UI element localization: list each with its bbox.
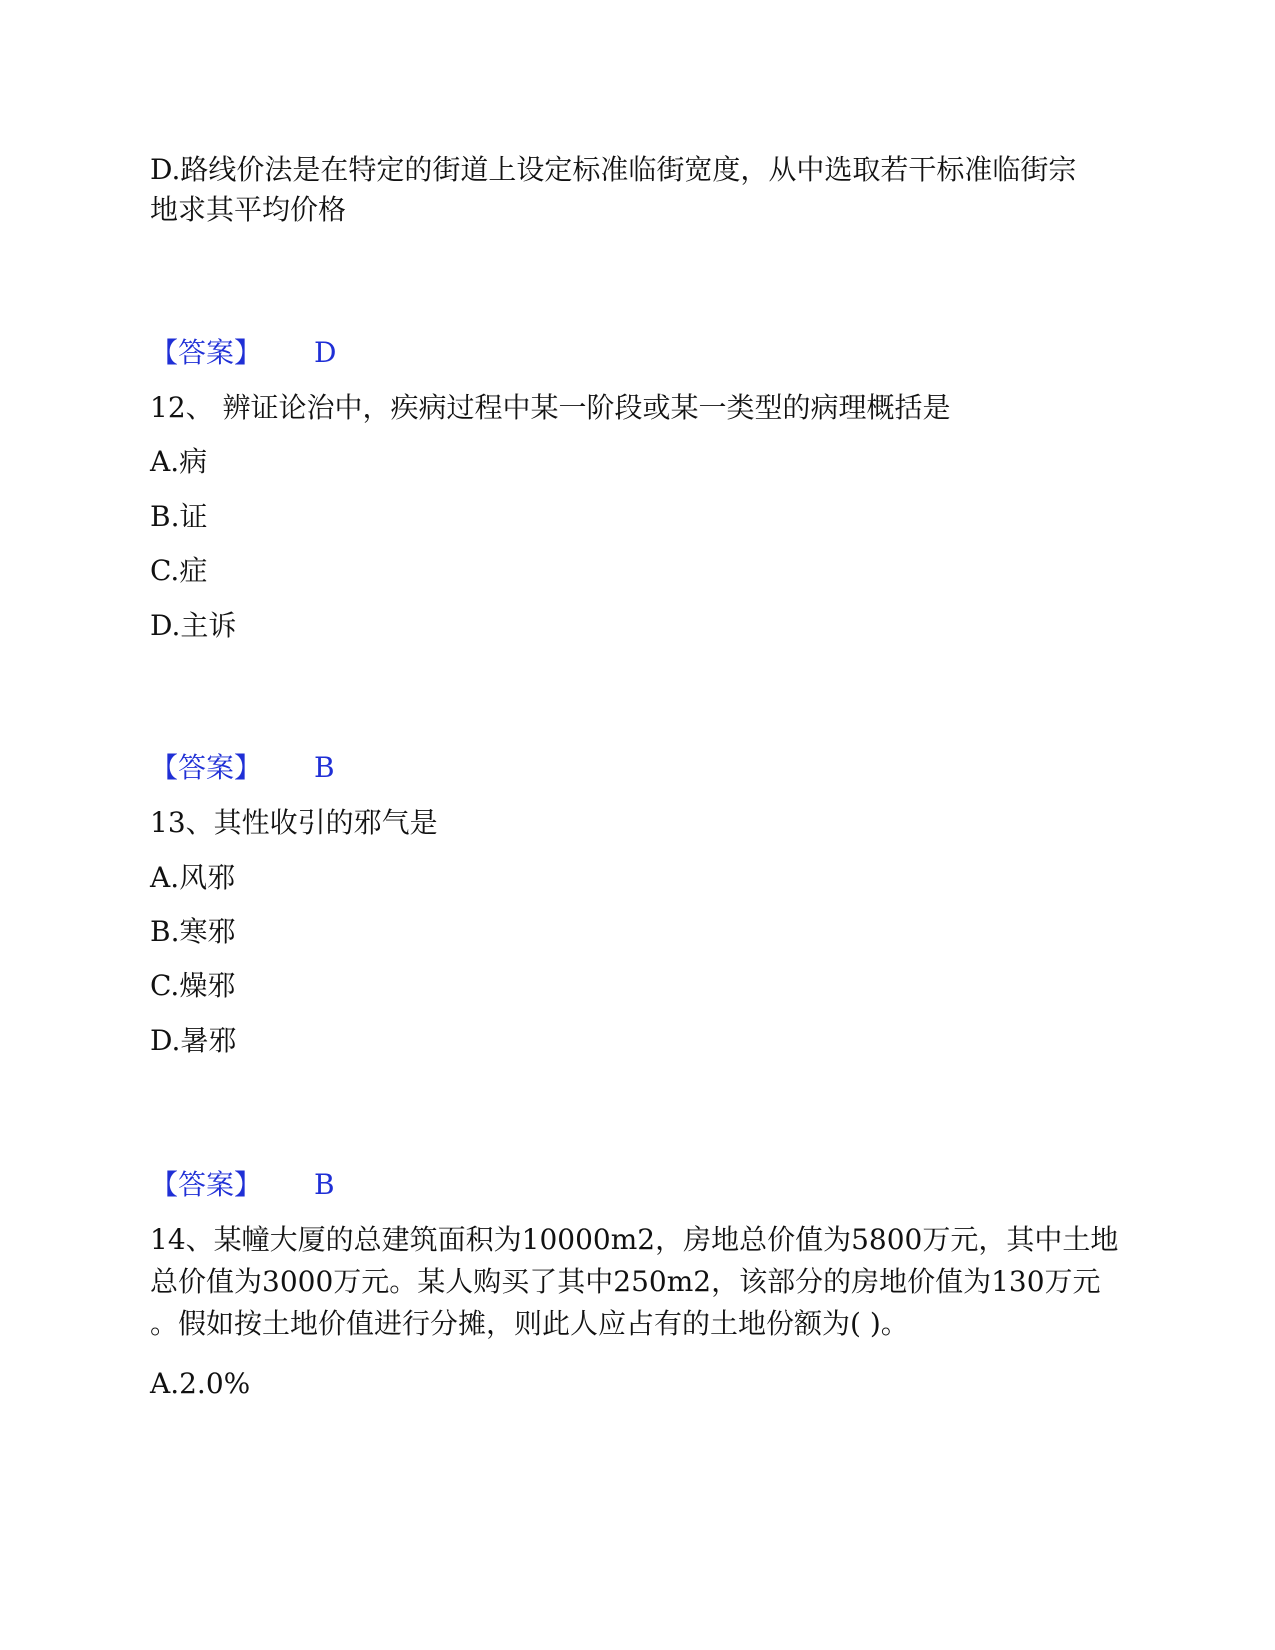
q12-option-a: A.病 xyxy=(150,445,208,478)
q12-option-d: D.主诉 xyxy=(150,609,237,642)
q12-option-b: B.证 xyxy=(150,500,208,533)
answer-value: D xyxy=(314,336,337,369)
question-13-stem: 13、其性收引的邪气是 xyxy=(150,806,438,839)
option-d-line2: 地求其平均价格 xyxy=(150,193,347,226)
answer-value: B xyxy=(314,1168,335,1201)
answer-row xyxy=(150,1165,335,1205)
option-d-line1: D.路线价法是在特定的街道上设定标准临街宽度，从中选取若干标准临街宗 xyxy=(150,153,1077,186)
q12-option-c: C.症 xyxy=(150,554,208,587)
question-14-stem-line2: 总价值为3000万元。某人购买了其中250m2，该部分的房地价值为130万元 xyxy=(150,1265,1101,1298)
answer-row xyxy=(150,748,335,788)
answer-value: B xyxy=(314,751,335,784)
q13-option-d: D.暑邪 xyxy=(150,1024,237,1057)
question-14-stem-line3: 。假如按土地价值进行分摊，则此人应占有的土地份额为( )。 xyxy=(150,1307,909,1340)
q13-option-b: B.寒邪 xyxy=(150,915,236,948)
q13-option-c: C.燥邪 xyxy=(150,969,236,1002)
q13-option-a: A.风邪 xyxy=(150,861,236,894)
answer-label: 【答案】 xyxy=(150,336,263,369)
answer-label: 【答案】 xyxy=(150,751,263,784)
q14-option-a: A.2.0% xyxy=(150,1367,251,1400)
answer-label: 【答案】 xyxy=(150,1168,263,1201)
question-12-stem: 12、 辨证论治中，疾病过程中某一阶段或某一类型的病理概括是 xyxy=(150,391,951,424)
answer-row xyxy=(150,333,336,373)
question-14-stem-line1: 14、某幢大厦的总建筑面积为10000m2，房地总价值为5800万元，其中土地 xyxy=(150,1223,1119,1256)
